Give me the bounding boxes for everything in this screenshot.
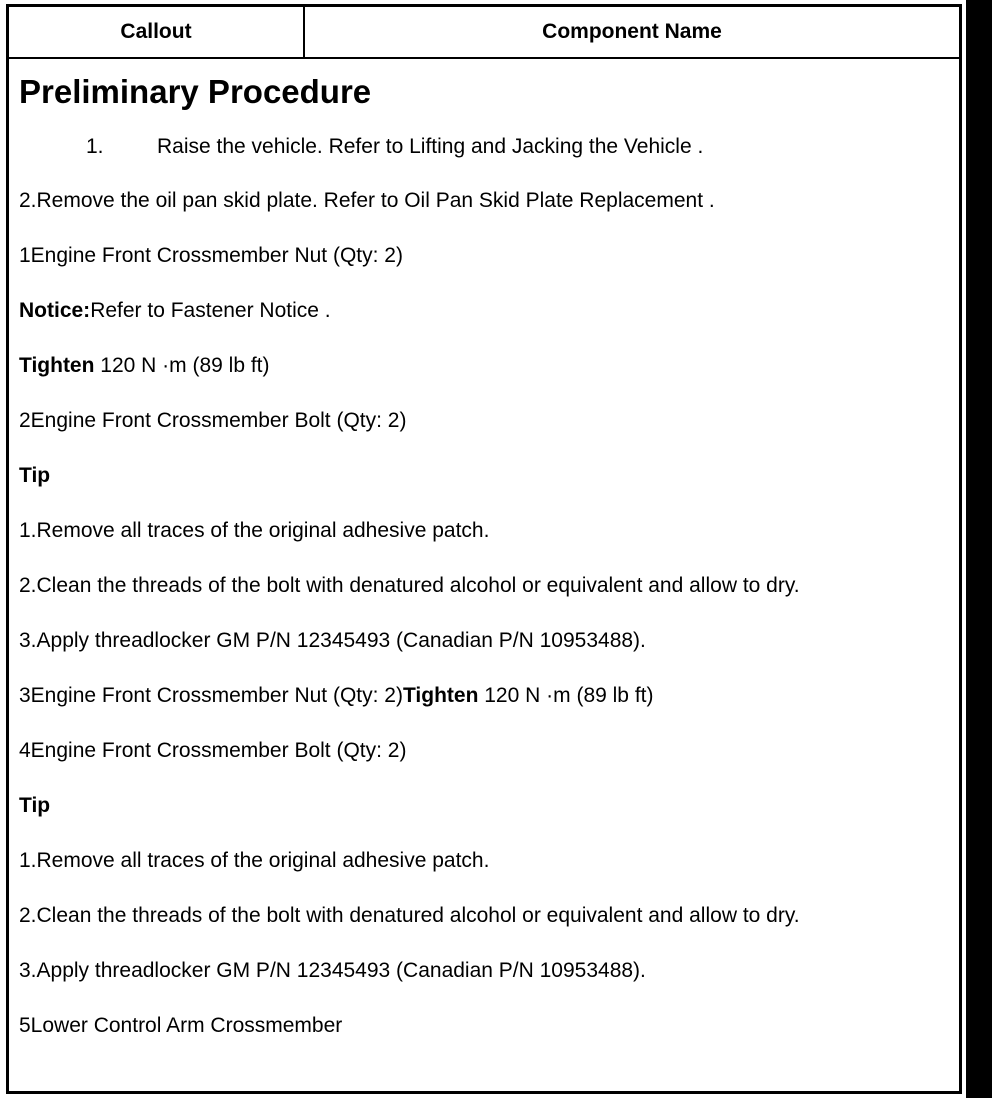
section-title: Preliminary Procedure: [19, 73, 372, 110]
tip-2-step-3: 3.Apply threadlocker GM P/N 12345493 (Canadian P/N 10953488).: [19, 959, 646, 982]
callout-item-5: 5Lower Control Arm Crossmember: [19, 1014, 343, 1037]
header-callout: Callout: [9, 7, 305, 57]
tighten-label: Tighten: [19, 354, 95, 377]
callout-item-4: 4Engine Front Crossmember Bolt (Qty: 2): [19, 739, 407, 762]
tighten-label-2: Tighten: [402, 684, 479, 707]
tighten-line-1: [19, 352, 949, 380]
table-body: [9, 71, 959, 1040]
tip-1-step-3: 3.Apply threadlocker GM P/N 12345493 (Canadian P/N 10953488).: [19, 629, 646, 652]
callout-item-1: 1Engine Front Crossmember Nut (Qty: 2): [19, 244, 403, 267]
step-1-number: 1.: [86, 135, 104, 158]
header-component-name: Component Name: [542, 20, 722, 43]
tip-heading-1: Tip: [19, 464, 51, 487]
step-1-text: Raise the vehicle. Refer to Lifting and Jacking the Vehicle .: [157, 135, 704, 158]
callout-item-2: 2Engine Front Crossmember Bolt (Qty: 2): [19, 409, 407, 432]
step-2: 2.Remove the oil pan skid plate. Refer to Oil Pan Skid Plate Replacement .: [19, 189, 715, 212]
step-1: [19, 133, 949, 161]
tip-1-step-1: 1.Remove all traces of the original adhesive patch.: [19, 519, 490, 542]
notice-label: Notice:: [19, 299, 91, 322]
procedure-table: [6, 4, 962, 1094]
tip-heading-2: Tip: [19, 794, 51, 817]
table-header: [9, 7, 959, 59]
tip-2-step-2: 2.Clean the threads of the bolt with denatured alcohol or equivalent and allow to dry.: [19, 904, 800, 927]
callout-item-3: [19, 682, 949, 710]
tighten-value: 120 N ·m (89 lb ft): [94, 354, 270, 377]
tighten-value-2: 120 N ·m (89 lb ft): [478, 684, 654, 707]
right-edge-bar: [966, 0, 992, 1098]
tip-2-step-1: 1.Remove all traces of the original adhesive patch.: [19, 849, 490, 872]
notice-line: [19, 297, 949, 325]
item-3-text: 3Engine Front Crossmember Nut (Qty: 2): [19, 684, 403, 707]
notice-text: Refer to Fastener Notice .: [90, 299, 331, 322]
tip-1-step-2: 2.Clean the threads of the bolt with denatured alcohol or equivalent and allow to dry.: [19, 574, 800, 597]
